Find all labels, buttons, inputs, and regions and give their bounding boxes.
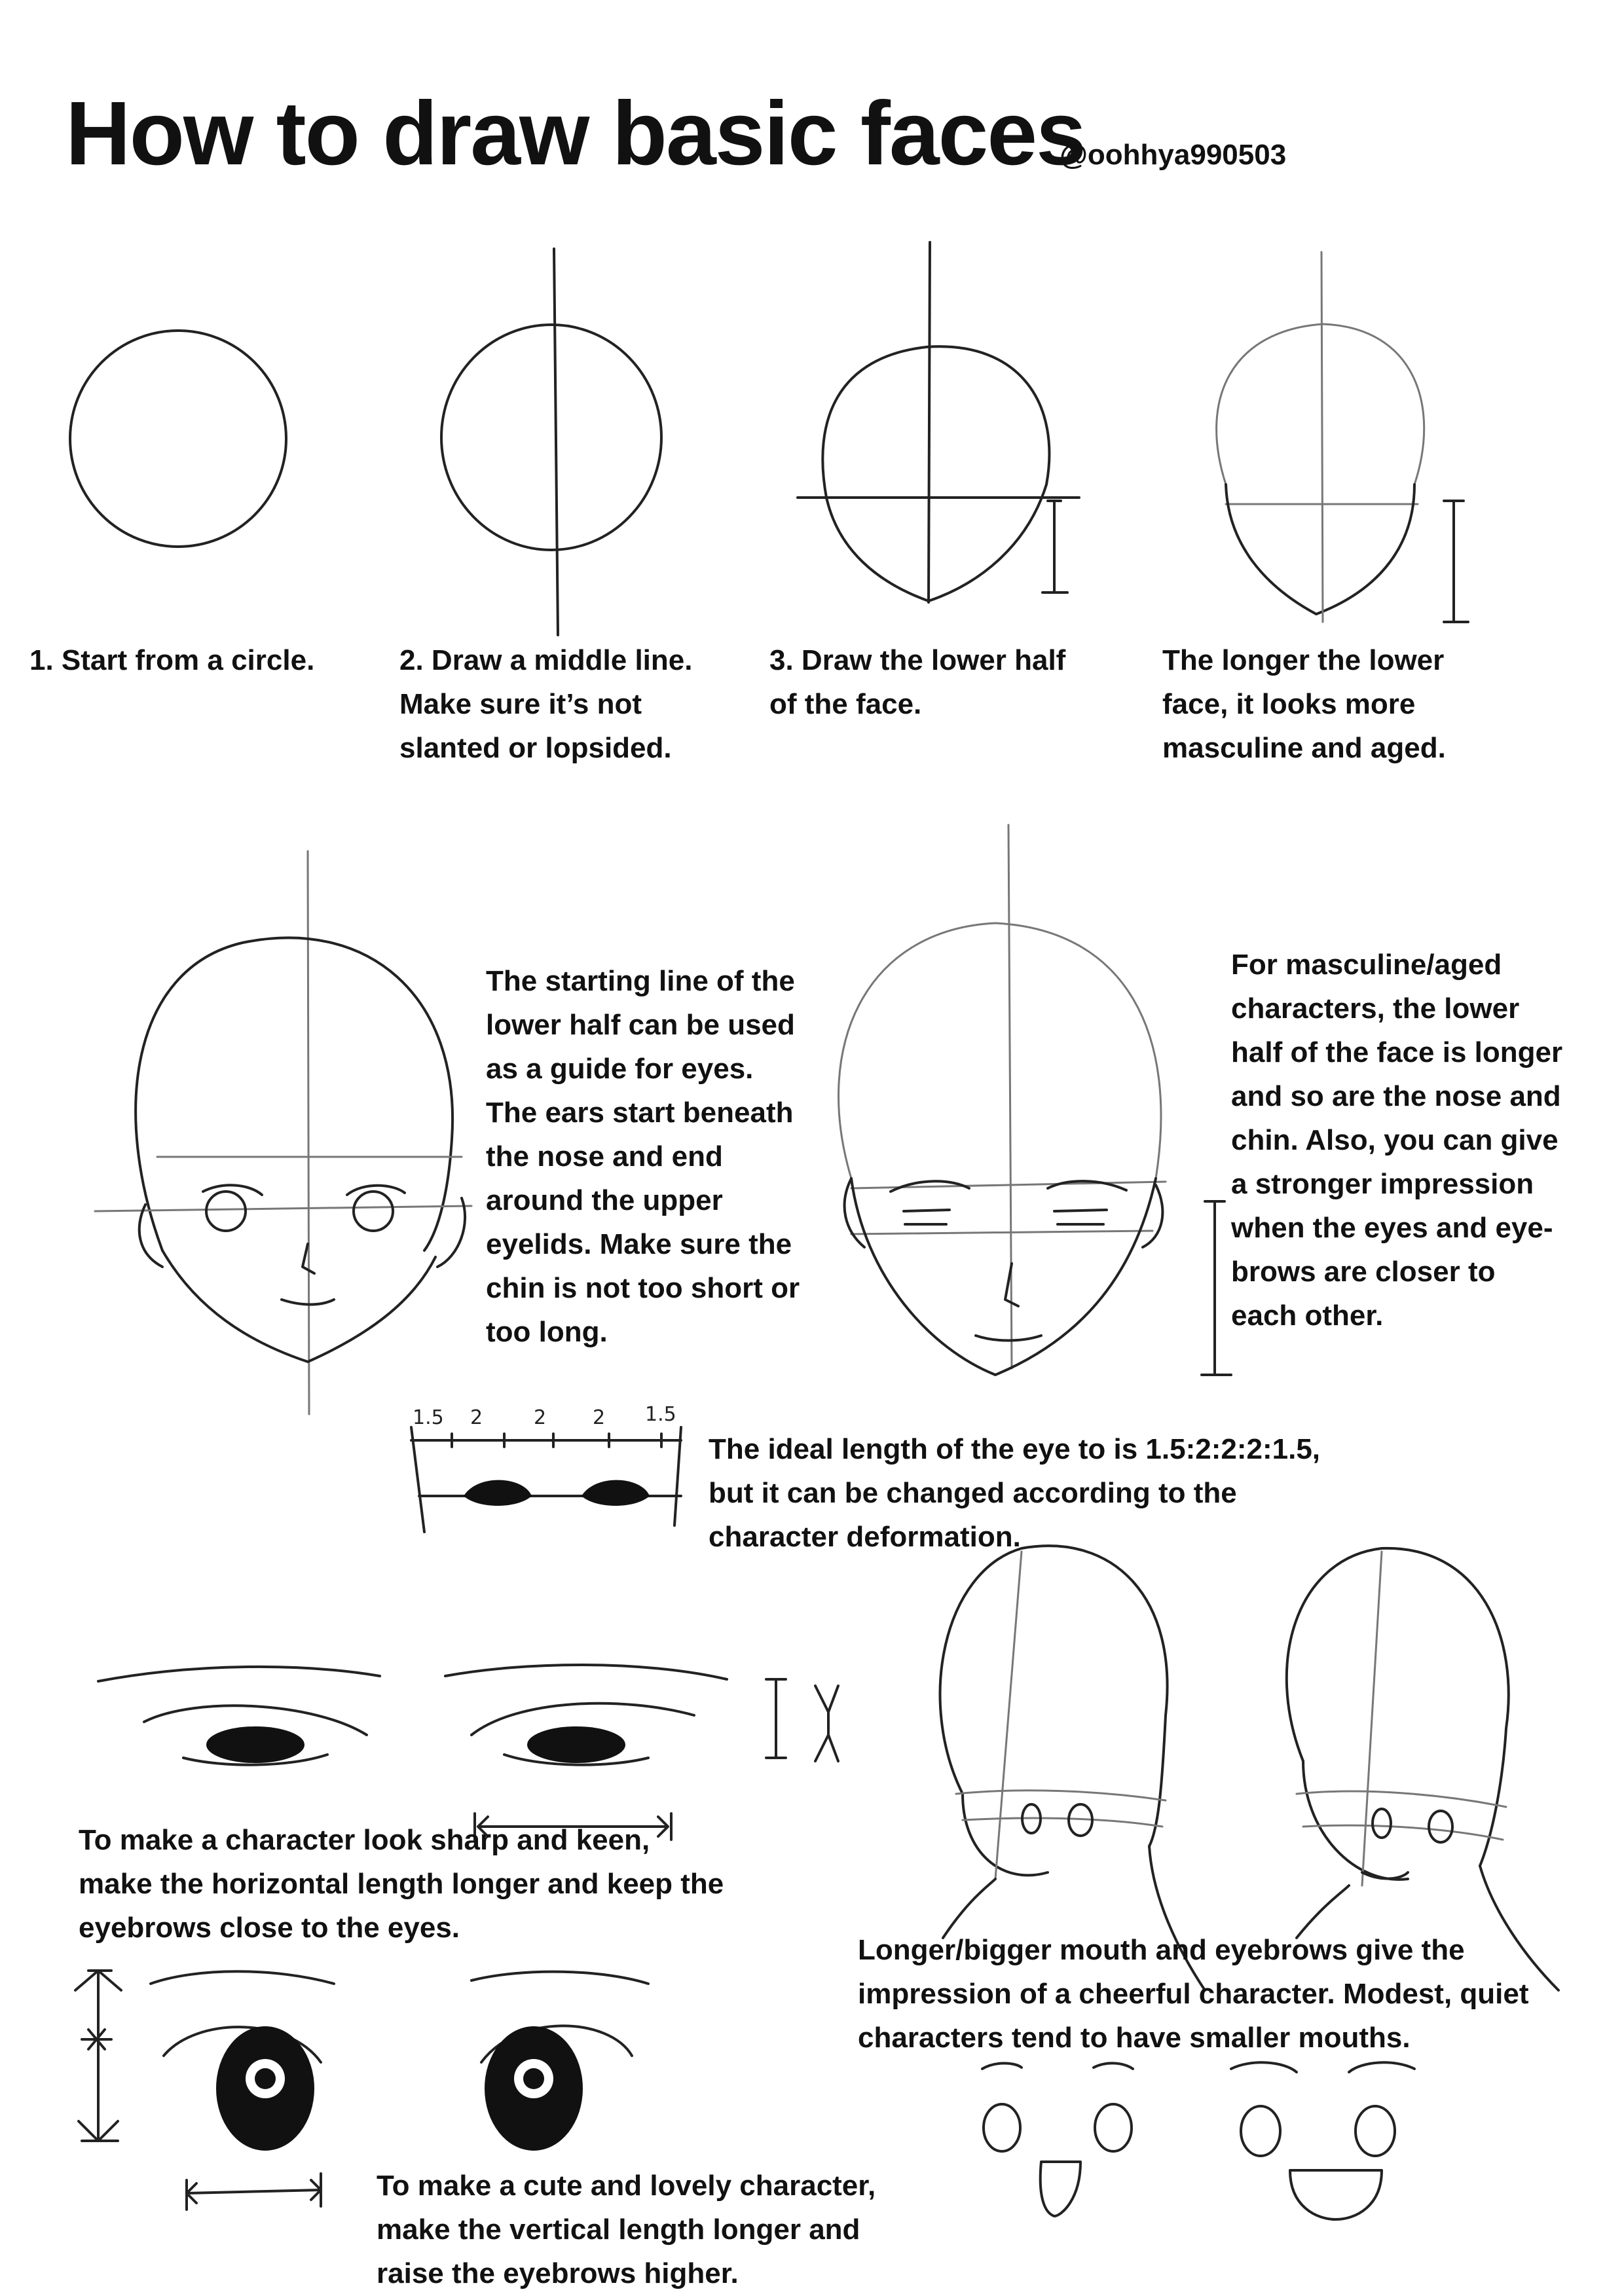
masculine-note bbox=[1231, 943, 1562, 1338]
mouth-line-2: impression of a cheerful character. Modest, quiet bbox=[858, 1978, 1529, 2010]
ruler-label-5: 1.5 bbox=[645, 1403, 676, 1426]
eye-ratio-note bbox=[709, 1427, 1320, 1559]
ruler-label-4: 2 bbox=[593, 1406, 606, 1429]
guide-line-5: the nose and end bbox=[486, 1140, 723, 1173]
sharp-line-3: eyebrows close to the eyes. bbox=[79, 1912, 460, 1944]
front-face-sketch-a bbox=[95, 851, 471, 1414]
masculine-line-2: characters, the lower bbox=[1231, 993, 1520, 1025]
step4-line-1: The longer the lower bbox=[1162, 644, 1445, 676]
step2-line-1: 2. Draw a middle line. bbox=[399, 644, 693, 676]
masculine-line-9: each other. bbox=[1231, 1300, 1384, 1332]
step2-circle-with-middle-line bbox=[441, 249, 661, 635]
guide-note bbox=[486, 959, 800, 1354]
ruler-label-2: 2 bbox=[470, 1406, 483, 1429]
step3-caption bbox=[769, 638, 1065, 726]
cute-note bbox=[377, 2164, 876, 2295]
eye-ratio-line-1: The ideal length of the eye to is 1.5:2:2:2:1.5, bbox=[709, 1433, 1321, 1465]
sharp-line-2: make the horizontal length longer and keep the bbox=[79, 1868, 724, 1900]
guide-line-3: as a guide for eyes. bbox=[486, 1053, 754, 1085]
step1-line-1: 1. Start from a circle. bbox=[29, 644, 315, 676]
step3-line-1: 3. Draw the lower half bbox=[769, 644, 1066, 676]
author-handle: @oohhya990503 bbox=[1060, 139, 1287, 171]
step3-line-2: of the face. bbox=[769, 688, 922, 720]
masculine-line-8: brows are closer to bbox=[1231, 1256, 1496, 1288]
cute-line-2: make the vertical length longer and bbox=[377, 2214, 860, 2246]
step4-caption bbox=[1162, 638, 1446, 770]
eye-ratio-line-2: but it can be changed according to the bbox=[709, 1477, 1237, 1509]
masculine-line-7: when the eyes and eye- bbox=[1231, 1212, 1553, 1244]
step1-circle-sketch bbox=[70, 331, 286, 547]
step4-line-2: face, it looks more bbox=[1162, 688, 1416, 720]
mouth-examples-sketch bbox=[982, 2062, 1414, 2219]
ruler-label-1: 1.5 bbox=[413, 1406, 444, 1429]
step2-line-3: slanted or lopsided. bbox=[399, 732, 672, 764]
sharp-line-1: To make a character look sharp and keen, bbox=[79, 1824, 650, 1856]
guide-line-4: The ears start beneath bbox=[486, 1097, 794, 1129]
step4-longer-lower-face-sketch bbox=[1217, 252, 1468, 622]
guide-line-6: around the upper bbox=[486, 1184, 723, 1216]
guide-line-8: chin is not too short or bbox=[486, 1272, 800, 1304]
mouth-line-1: Longer/bigger mouth and eyebrows give the bbox=[858, 1934, 1465, 1966]
step2-line-2: Make sure it’s not bbox=[399, 688, 642, 720]
step1-caption bbox=[29, 638, 314, 682]
step2-caption bbox=[399, 638, 692, 770]
masculine-line-4: and so are the nose and bbox=[1231, 1080, 1561, 1112]
guide-line-9: too long. bbox=[486, 1316, 608, 1348]
guide-line-7: eyelids. Make sure the bbox=[486, 1228, 792, 1260]
sharp-eyes-sketch bbox=[98, 1665, 838, 1840]
cute-line-1: To make a cute and lovely character, bbox=[377, 2170, 876, 2202]
step3-lower-half-sketch bbox=[798, 242, 1079, 602]
guide-line-2: lower half can be used bbox=[486, 1009, 795, 1041]
front-face-sketch-b bbox=[839, 825, 1231, 1375]
eye-ratio-ruler bbox=[411, 1403, 681, 1532]
guide-line-1: The starting line of the bbox=[486, 965, 795, 997]
masculine-line-1: For masculine/aged bbox=[1231, 949, 1502, 981]
cute-line-3: raise the eyebrows higher. bbox=[377, 2257, 739, 2289]
mouth-line-3: characters tend to have smaller mouths. bbox=[858, 2022, 1411, 2054]
ruler-label-3: 2 bbox=[534, 1406, 547, 1429]
masculine-line-6: a stronger impression bbox=[1231, 1168, 1534, 1200]
mouth-note bbox=[858, 1928, 1529, 2060]
eye-ratio-line-3: character deformation. bbox=[709, 1521, 1021, 1553]
three-quarter-heads-sketch bbox=[940, 1546, 1559, 1990]
sharp-note bbox=[79, 1818, 724, 1950]
page-title: How to draw basic faces bbox=[65, 83, 1085, 184]
step4-line-3: masculine and aged. bbox=[1162, 732, 1446, 764]
masculine-line-5: chin. Also, you can give bbox=[1231, 1124, 1559, 1156]
masculine-line-3: half of the face is longer bbox=[1231, 1036, 1563, 1068]
